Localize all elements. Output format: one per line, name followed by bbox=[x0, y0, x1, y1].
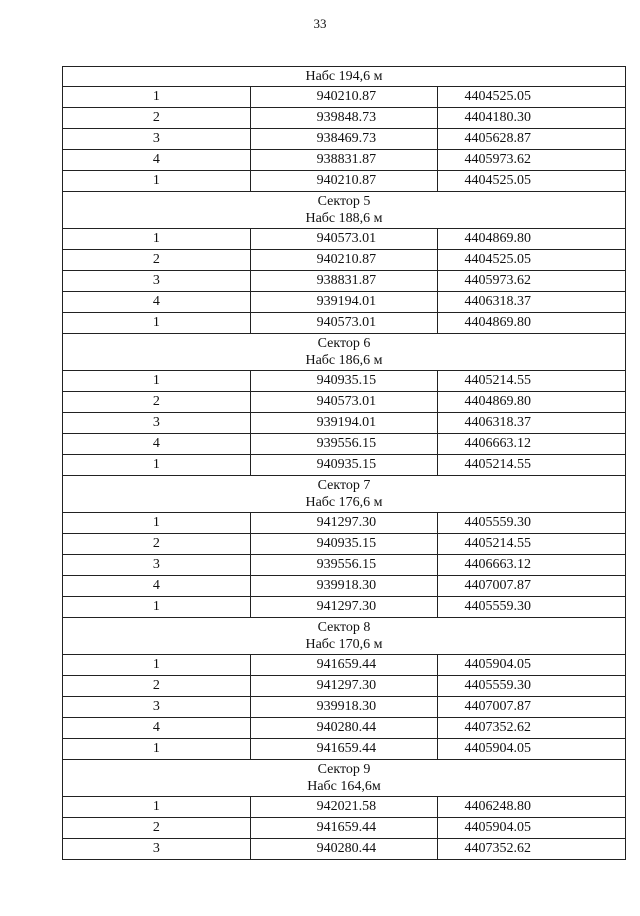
absolute-height-label: Набс 176,6 м bbox=[305, 495, 383, 510]
y-coordinate-cell: 4405628.87 bbox=[438, 129, 626, 150]
point-number-cell: 3 bbox=[63, 697, 251, 718]
y-coordinate-cell: 4406248.80 bbox=[438, 797, 626, 818]
x-coordinate-cell: 941297.30 bbox=[250, 597, 438, 618]
table-row bbox=[63, 371, 626, 392]
coordinates-table bbox=[62, 66, 626, 860]
point-number-cell: 3 bbox=[63, 555, 251, 576]
table-row bbox=[63, 534, 626, 555]
point-number-cell: 1 bbox=[63, 739, 251, 760]
y-coordinate-cell: 4404525.05 bbox=[438, 171, 626, 192]
table-row bbox=[63, 839, 626, 860]
y-coordinate-cell: 4407352.62 bbox=[438, 839, 626, 860]
x-coordinate-cell: 941297.30 bbox=[250, 676, 438, 697]
x-coordinate-cell: 939918.30 bbox=[250, 576, 438, 597]
point-number-cell: 4 bbox=[63, 718, 251, 739]
table-row bbox=[63, 229, 626, 250]
y-coordinate-cell: 4406318.37 bbox=[438, 413, 626, 434]
table-row bbox=[63, 655, 626, 676]
table-row bbox=[63, 555, 626, 576]
x-coordinate-cell: 938469.73 bbox=[250, 129, 438, 150]
x-coordinate-cell: 940573.01 bbox=[250, 392, 438, 413]
point-number-cell: 1 bbox=[63, 655, 251, 676]
sector-header bbox=[63, 476, 626, 513]
y-coordinate-cell: 4407007.87 bbox=[438, 576, 626, 597]
y-coordinate-cell: 4405559.30 bbox=[438, 676, 626, 697]
table-row bbox=[63, 271, 626, 292]
y-coordinate-cell: 4405214.55 bbox=[438, 534, 626, 555]
table-row bbox=[63, 455, 626, 476]
point-number-cell: 1 bbox=[63, 455, 251, 476]
x-coordinate-cell: 938831.87 bbox=[250, 271, 438, 292]
point-number-cell: 1 bbox=[63, 797, 251, 818]
point-number-cell: 4 bbox=[63, 576, 251, 597]
point-number-cell: 2 bbox=[63, 392, 251, 413]
absolute-height-label: Набс 194,6 м bbox=[305, 69, 383, 84]
sector-header bbox=[63, 618, 626, 655]
y-coordinate-cell: 4404869.80 bbox=[438, 313, 626, 334]
table-row bbox=[63, 434, 626, 455]
sector-title: Сектор 7 bbox=[317, 478, 371, 493]
x-coordinate-cell: 941659.44 bbox=[250, 739, 438, 760]
sector-header-row bbox=[63, 618, 626, 655]
y-coordinate-cell: 4405904.05 bbox=[438, 655, 626, 676]
x-coordinate-cell: 940280.44 bbox=[250, 718, 438, 739]
y-coordinate-cell: 4405904.05 bbox=[438, 739, 626, 760]
table-row bbox=[63, 129, 626, 150]
point-number-cell: 4 bbox=[63, 292, 251, 313]
point-number-cell: 1 bbox=[63, 371, 251, 392]
sector-title: Сектор 6 bbox=[317, 336, 371, 351]
x-coordinate-cell: 940935.15 bbox=[250, 371, 438, 392]
table-row bbox=[63, 392, 626, 413]
x-coordinate-cell: 939556.15 bbox=[250, 434, 438, 455]
x-coordinate-cell: 942021.58 bbox=[250, 797, 438, 818]
sector-header-row bbox=[63, 192, 626, 229]
x-coordinate-cell: 940210.87 bbox=[250, 87, 438, 108]
point-number-cell: 3 bbox=[63, 839, 251, 860]
table-row bbox=[63, 108, 626, 129]
point-number-cell: 1 bbox=[63, 87, 251, 108]
x-coordinate-cell: 940935.15 bbox=[250, 534, 438, 555]
sector-header bbox=[63, 192, 626, 229]
y-coordinate-cell: 4406318.37 bbox=[438, 292, 626, 313]
table-row bbox=[63, 513, 626, 534]
table-row bbox=[63, 697, 626, 718]
x-coordinate-cell: 939194.01 bbox=[250, 413, 438, 434]
sector-header-row bbox=[63, 476, 626, 513]
table-row bbox=[63, 797, 626, 818]
point-number-cell: 1 bbox=[63, 513, 251, 534]
table-row bbox=[63, 676, 626, 697]
sector-header bbox=[63, 760, 626, 797]
table-row bbox=[63, 171, 626, 192]
point-number-cell: 1 bbox=[63, 313, 251, 334]
y-coordinate-cell: 4404180.30 bbox=[438, 108, 626, 129]
y-coordinate-cell: 4405904.05 bbox=[438, 818, 626, 839]
table-row bbox=[63, 576, 626, 597]
sector-title: Сектор 5 bbox=[317, 194, 371, 209]
y-coordinate-cell: 4404869.80 bbox=[438, 229, 626, 250]
point-number-cell: 2 bbox=[63, 818, 251, 839]
x-coordinate-cell: 941659.44 bbox=[250, 818, 438, 839]
point-number-cell: 3 bbox=[63, 413, 251, 434]
sector-header-row bbox=[63, 760, 626, 797]
absolute-height-label: Набс 164,6м bbox=[307, 779, 381, 794]
y-coordinate-cell: 4405214.55 bbox=[438, 455, 626, 476]
sector-header-row bbox=[63, 334, 626, 371]
y-coordinate-cell: 4404869.80 bbox=[438, 392, 626, 413]
y-coordinate-cell: 4404525.05 bbox=[438, 87, 626, 108]
absolute-height-label: Набс 170,6 м bbox=[305, 637, 383, 652]
point-number-cell: 1 bbox=[63, 597, 251, 618]
sector-header bbox=[63, 334, 626, 371]
x-coordinate-cell: 940573.01 bbox=[250, 313, 438, 334]
table-row bbox=[63, 87, 626, 108]
x-coordinate-cell: 939848.73 bbox=[250, 108, 438, 129]
sector-title: Сектор 8 bbox=[317, 620, 371, 635]
point-number-cell: 1 bbox=[63, 171, 251, 192]
point-number-cell: 2 bbox=[63, 108, 251, 129]
table-row bbox=[63, 292, 626, 313]
table-row bbox=[63, 818, 626, 839]
y-coordinate-cell: 4407007.87 bbox=[438, 697, 626, 718]
x-coordinate-cell: 941659.44 bbox=[250, 655, 438, 676]
sector-title: Сектор 9 bbox=[317, 762, 371, 777]
point-number-cell: 3 bbox=[63, 129, 251, 150]
x-coordinate-cell: 939194.01 bbox=[250, 292, 438, 313]
table-row bbox=[63, 313, 626, 334]
y-coordinate-cell: 4405973.62 bbox=[438, 271, 626, 292]
point-number-cell: 3 bbox=[63, 271, 251, 292]
y-coordinate-cell: 4405214.55 bbox=[438, 371, 626, 392]
y-coordinate-cell: 4405973.62 bbox=[438, 150, 626, 171]
point-number-cell: 4 bbox=[63, 150, 251, 171]
x-coordinate-cell: 940573.01 bbox=[250, 229, 438, 250]
y-coordinate-cell: 4407352.62 bbox=[438, 718, 626, 739]
absolute-height-label: Набс 186,6 м bbox=[305, 353, 383, 368]
point-number-cell: 2 bbox=[63, 676, 251, 697]
absolute-height-label: Набс 188,6 м bbox=[305, 211, 383, 226]
table-row bbox=[63, 250, 626, 271]
point-number-cell: 2 bbox=[63, 250, 251, 271]
sector-header-row bbox=[63, 67, 626, 87]
x-coordinate-cell: 938831.87 bbox=[250, 150, 438, 171]
y-coordinate-cell: 4405559.30 bbox=[438, 513, 626, 534]
point-number-cell: 4 bbox=[63, 434, 251, 455]
table-row bbox=[63, 150, 626, 171]
table-row bbox=[63, 718, 626, 739]
sector-header bbox=[63, 67, 626, 87]
y-coordinate-cell: 4406663.12 bbox=[438, 555, 626, 576]
point-number-cell: 1 bbox=[63, 229, 251, 250]
x-coordinate-cell: 939918.30 bbox=[250, 697, 438, 718]
y-coordinate-cell: 4406663.12 bbox=[438, 434, 626, 455]
x-coordinate-cell: 940210.87 bbox=[250, 171, 438, 192]
x-coordinate-cell: 940935.15 bbox=[250, 455, 438, 476]
table-row bbox=[63, 597, 626, 618]
x-coordinate-cell: 940280.44 bbox=[250, 839, 438, 860]
page-number: 33 bbox=[313, 16, 327, 31]
table-row bbox=[63, 739, 626, 760]
y-coordinate-cell: 4405559.30 bbox=[438, 597, 626, 618]
x-coordinate-cell: 941297.30 bbox=[250, 513, 438, 534]
y-coordinate-cell: 4404525.05 bbox=[438, 250, 626, 271]
point-number-cell: 2 bbox=[63, 534, 251, 555]
x-coordinate-cell: 939556.15 bbox=[250, 555, 438, 576]
table-row bbox=[63, 413, 626, 434]
x-coordinate-cell: 940210.87 bbox=[250, 250, 438, 271]
